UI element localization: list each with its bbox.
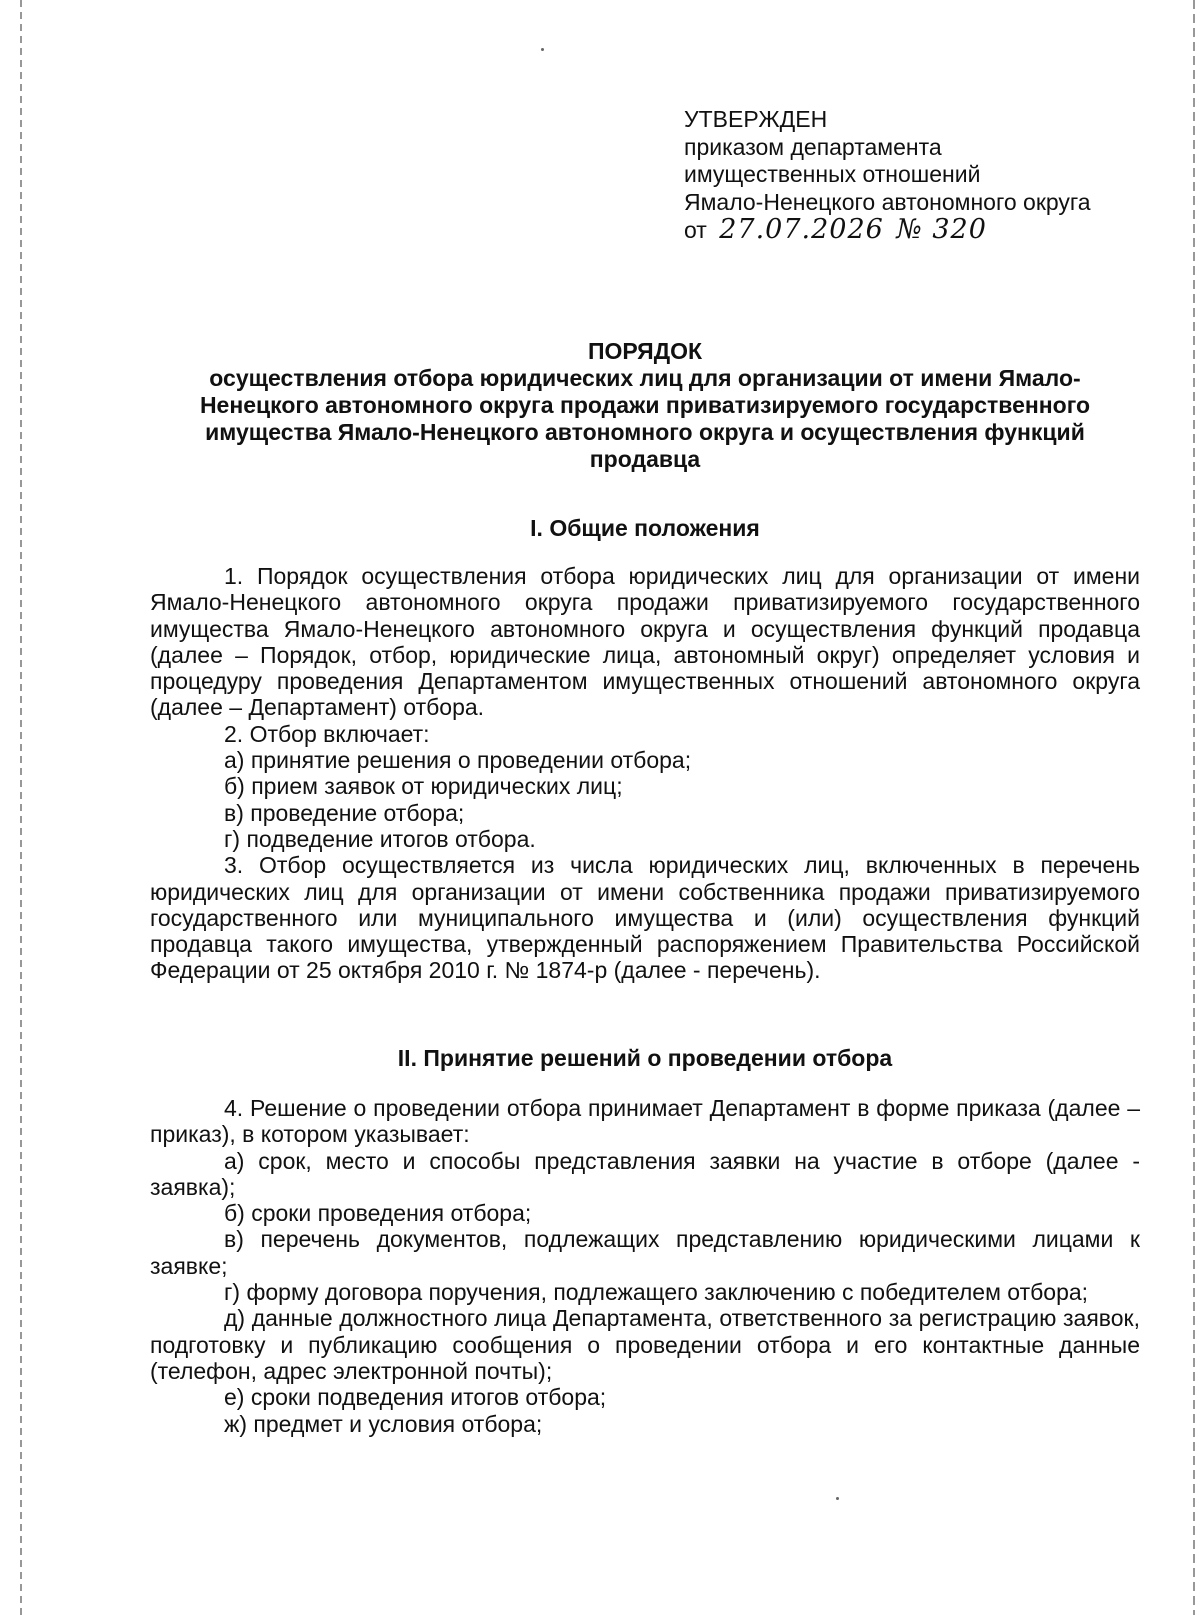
document-title: ПОРЯДОК [587,338,703,364]
list-item: а) принятие решения о проведении отбора; [224,747,692,774]
approval-line: приказом департамента [684,133,942,160]
paragraph-3: 3. Отбор осуществляется из числа юридических лиц, включенных в перечень юридических лиц для организации от имени собственника продажи приватизируемого государственного или муниципального имущества и (или) осуществления функций продавца такого имущества, утвержденный распоряжением Правительства Российской Федерации от 25 октября 2010 г. № 1874-р (далее - перечень). [150,852,1140,984]
scan-speck [836,1497,839,1500]
list-item: в) перечень документов, подлежащих представлению юридическими лицами к заявке; [150,1226,1140,1279]
list-item: б) сроки проведения отбора; [224,1200,532,1227]
approval-stamp-block [684,106,1091,245]
paragraph-4: 4. Решение о проведении отбора принимает Департамент в форме приказа (далее – приказ), в котором указывает: [150,1095,1140,1148]
list-item: ж) предмет и условия отбора; [224,1410,543,1437]
paragraph-2: 2. Отбор включает: [224,720,430,747]
list-item: д) данные должностного лица Департамента, ответственного за регистрацию заявок, подготовку и публикацию сообщения о проведении отбора и его контактные данные (телефон, адрес электронной почты); [150,1305,1140,1384]
list-item: г) форму договора поручения, подлежащего заключению с победителем отбора; [224,1279,1089,1306]
approval-line: имущественных отношений [684,161,981,187]
list-item: е) сроки подведения итогов отбора; [224,1384,607,1411]
list-item: в) проведение отбора; [224,799,465,826]
list-item: г) подведение итогов отбора. [224,825,536,852]
section-1-heading: I. Общие положения [530,515,760,541]
scan-edge-left [20,0,22,1615]
scan-edge-right [1193,0,1195,1615]
list-item: б) прием заявок от юридических лиц; [224,773,623,800]
section-2-heading: II. Принятие решений о проведении отбора [397,1045,893,1071]
approval-date-line [684,216,1091,245]
approval-heading: УТВЕРЖДЕН [684,106,828,132]
approval-line: Ямало-Ненецкого автономного округа [684,188,1091,215]
handwritten-date: 27.07.2026 [719,214,884,245]
document-title-block [150,338,1140,473]
paragraph-1: 1. Порядок осуществления отбора юридических лиц для организации от имени Ямало-Ненецкого автономного округа продажи приватизируемого государственного имущества Ямало-Ненецкого автономного округа и осуществления функций продавца (далее – Порядок, отбор, юридические лица, автономный округ) определяет условия и процедуру проведения Департаментом имущественных отношений автономного округа (далее – Департамент) отбора. [150,563,1140,721]
scan-speck [541,48,544,51]
handwritten-number: № 320 [896,214,987,245]
section-1-body [150,563,1140,984]
section-2-body [150,1095,1140,1437]
document-subtitle: осуществления отбора юридических лиц для организации от имени Ямало-Ненецкого автономного округа продажи приватизируемого государственного имущества Ямало-Ненецкого автономного округа и осуществления функций продавца [199,365,1091,472]
list-item: а) срок, место и способы представления заявки на участие в отборе (далее - заявка); [150,1147,1140,1200]
approval-from-prefix: от [684,217,707,243]
